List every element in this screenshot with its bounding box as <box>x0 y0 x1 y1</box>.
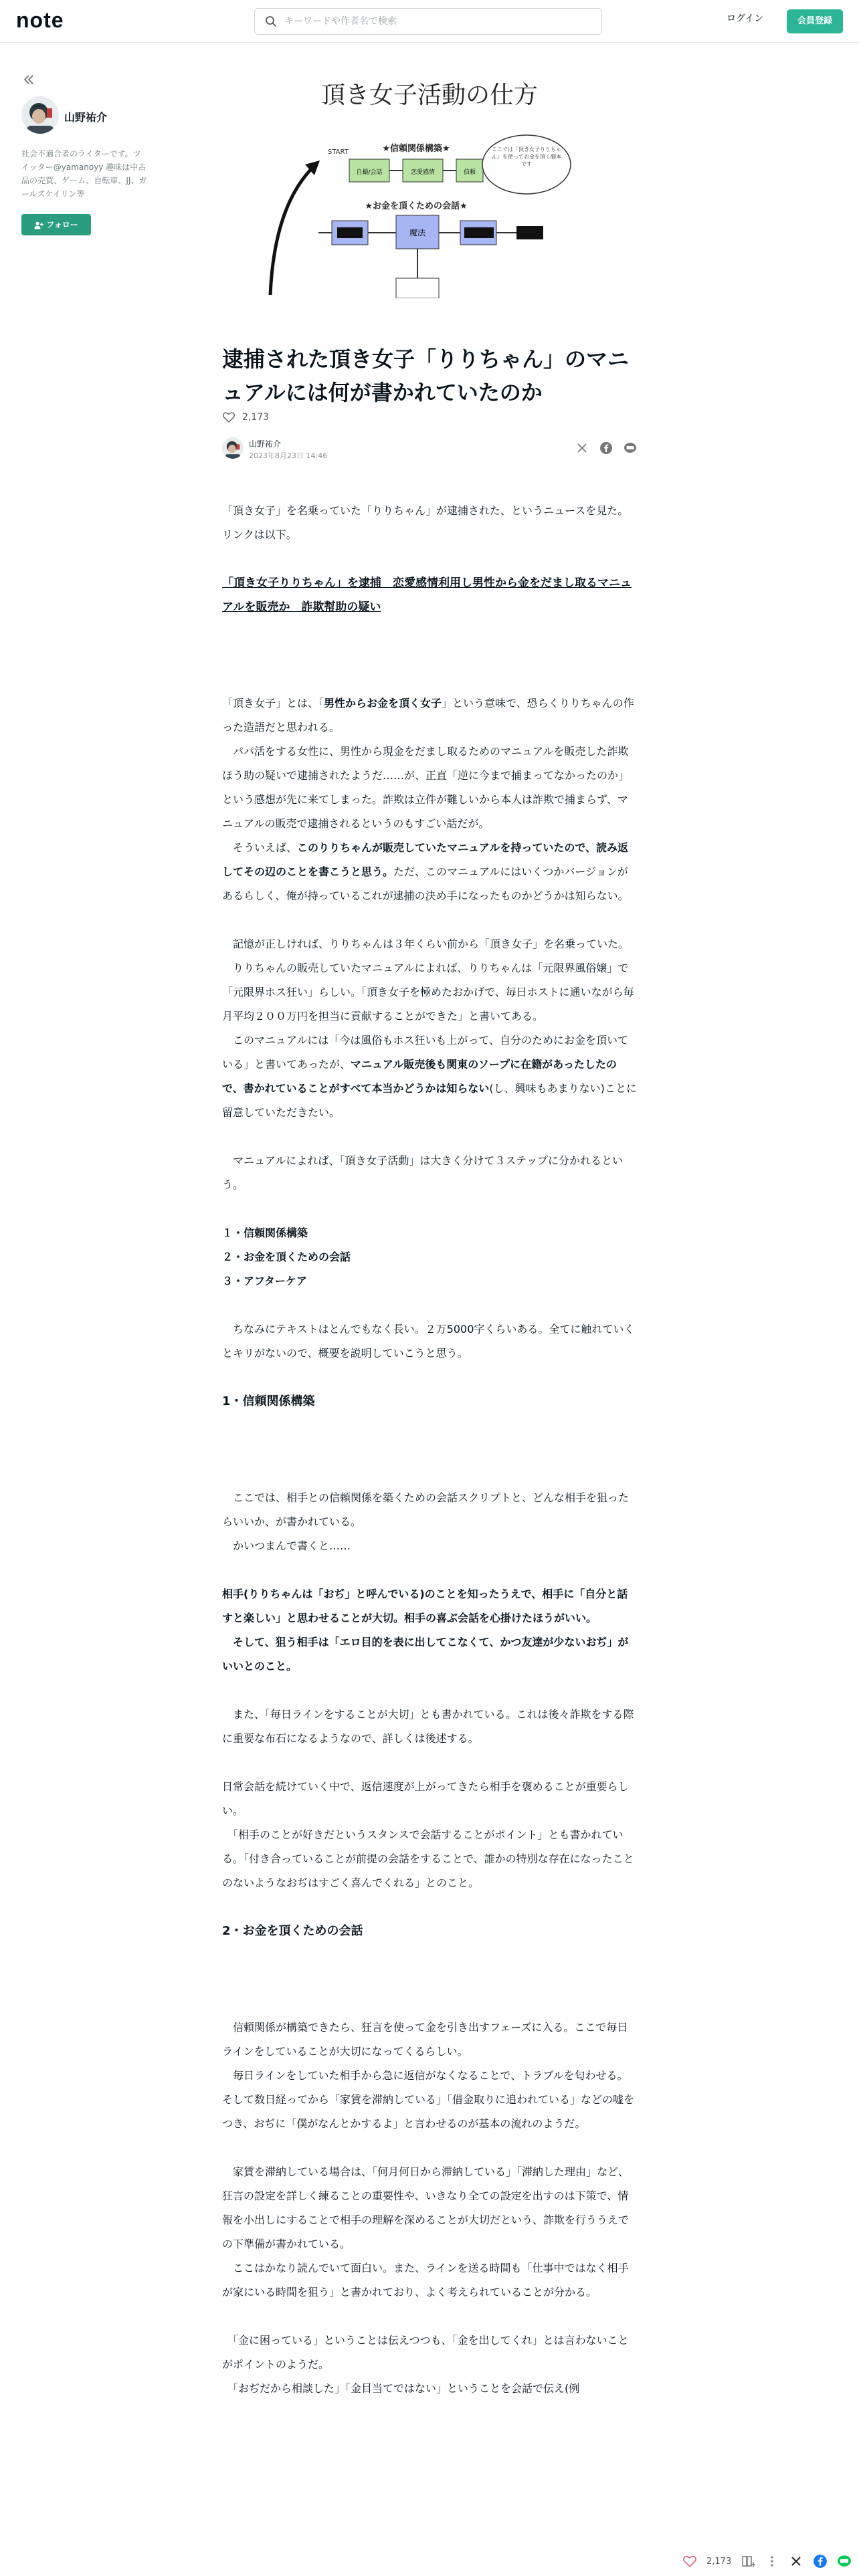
heart-icon[interactable] <box>682 2554 697 2569</box>
article-title: 逮捕された頂き女子「りりちゃん」のマニュアルには何が書かれていたのか <box>222 346 630 405</box>
article-body <box>222 499 637 2401</box>
search-input[interactable] <box>284 9 592 34</box>
author-row <box>222 436 637 463</box>
author-name[interactable]: 山野祐介 <box>249 439 282 449</box>
paragraph: マニュアルによれば、「頂き女子活動」は大きく分けて３ステップに分かれるという。 <box>222 1154 624 1191</box>
eyecatch-title: 頂き女子活動の仕方 <box>320 82 539 109</box>
floating-action-bar <box>682 2547 859 2576</box>
paragraph: ちなみにテキストはとんでもなく長い。２万5000字くらいある。全てに触れていくとキリがないので、概要を説明していこうと思う。 <box>222 1323 635 1360</box>
step-label: １・信頼関係構築 <box>222 1226 308 1239</box>
eyecatch-section1: ★信頼関係構築★ <box>382 144 450 154</box>
eyecatch-box-center: 魔法 <box>409 228 426 237</box>
paragraph: パパ活をする女性に、男性から現金をだまし取るためのマニュアルを販売した詐欺ほう助の疑いで逮捕されたようだ……が、正直「逆に今まで捕まってなかったのか」という感想が先に来てしまった。詐欺は立件が難しいから本人は詐欺で捕まらず、マニュアルの販売で逮捕されるというのもすごい話だが。 <box>222 745 630 830</box>
bold-text: 男性からお金を頂く女子 <box>324 697 442 710</box>
text: このマニュアルには「今は風俗もホス狂いも上がって、自分のためにお金を頂いている」と書いてあったが、 <box>222 1034 629 1071</box>
bold-text: そして、狙う相手は「エロ目的を表に出してこなくて、かつ友達が少ないおぢ」がいいとのこと。 <box>222 1636 629 1673</box>
line-share-icon[interactable] <box>624 441 637 455</box>
paragraph: ここはかなり読んでいて面白い。また、ラインを送る時間も「仕事中ではなく相手が家にいる時間を狙う」と書かれており、よく考えられていることが分かる。 <box>222 2262 629 2298</box>
paragraph: また、「毎日ラインをすることが大切」とも書かれている。これは後々詐欺をする際に重要な布石になるようなので、詳しくは後述する。 <box>222 1708 634 1745</box>
bold-text: このりりちゃんが販売していたマニュアルを持っていたので、読み返してその辺のことを書こうと思う。 <box>222 841 629 878</box>
user-plus-icon <box>34 221 43 229</box>
paragraph: 「おぢだから相談した」「金目当てではない」ということを会話で伝え(例 <box>222 2382 580 2395</box>
paragraph: 「頂き女子」を名乗っていた「りりちゃん」が逮捕された、というニュースを見た。リンクは以下。 <box>222 504 629 541</box>
paragraph: 信頼関係が構築できたら、狂言を使って金を引き出すフェーズに入る。ここで毎日ラインをしていることが大切になってくるらしい。 <box>222 2021 628 2058</box>
text: (し、興味もあまりない)ことに留意していただきたい。 <box>222 1082 637 1119</box>
eyecatch-section2: ★お金を頂くための会話★ <box>365 201 468 211</box>
eyecatch-box2: 恋愛感情 <box>410 169 436 176</box>
bold-text: マニュアル販売後も関東のソープに在籍があったしたので、書かれていることがすべて本当かどうかは知らない <box>222 1058 617 1095</box>
like-button[interactable] <box>222 409 269 425</box>
line-share-icon[interactable] <box>837 2554 852 2569</box>
text: ただ、このマニュアルにはいくつかバージョンがあるらしく、俺が持っているこれが逮捕の決め手になったものかどうかは知らない。 <box>222 865 629 902</box>
paragraph: りりちゃんの販売していたマニュアルによれば、りりちゃんは「元限界風俗嬢」で「元限界ホス狂い」らしい。「頂き女子を極めたおかげで、毎日ホストに通いながら毎月平均２００万円を担当に貢献することができた」と書いてある。 <box>222 962 634 1023</box>
magazine-add-icon[interactable] <box>741 2554 755 2569</box>
paragraph: 「金に困っている」ということは伝えつつも、「金を出してくれ」とは言わないことがポイントのようだ。 <box>222 2334 629 2371</box>
step-item <box>222 1269 637 1293</box>
login-link[interactable]: ログイン <box>727 13 764 24</box>
paragraph <box>222 836 637 908</box>
avatar[interactable] <box>21 96 59 134</box>
paragraph: 家賃を滞納している場合は、「何月何日から滞納している」「滞納した理由」など、狂言の設定を詳しく練ることの重要性や、いきなり全ての設定を出すのは下策で、情報を小出しにすることで相手の理解を深めることが大切だという、詐欺を行ううえでの下準備が書かれている。 <box>222 2165 630 2250</box>
eyecatch-start: START <box>328 148 349 156</box>
follow-label: フォロー <box>46 220 78 229</box>
author-bio: 社会不適合者のライターです。ツイッター@yamanoyy 趣味は中古品の売買、ゲーム、自転車、JJ、ガールズケイリン等 <box>21 149 147 199</box>
eyecatch-box3: 信頼 <box>463 169 476 176</box>
signup-button[interactable]: 会員登録 <box>787 9 843 33</box>
paragraph: ここでは、相手との信頼関係を築くための会話スクリプトと、どんな相手を狙ったらいいか、が書かれている。 <box>222 1491 630 1528</box>
paragraph: 毎日ラインをしていた相手から急に返信がなくなることで、トラブルを匂わせる。そして数日経ってから「家賃を滞納している」「借金取りに追われている」などの嘘をつき、おぢに「僕がなんとかするよ」と言わせるのが基本の流れのようだ。 <box>222 2069 635 2130</box>
facebook-share-icon[interactable] <box>813 2554 828 2569</box>
paragraph: かいつまんで書くと…… <box>222 1539 351 1552</box>
footer-like-count: 2,173 <box>706 2556 732 2567</box>
paragraph <box>222 1582 637 1630</box>
eyecatch-image[interactable] <box>262 64 597 298</box>
step-item <box>222 1221 637 1245</box>
paragraph <box>222 1029 637 1125</box>
bold-text: 相手(りりちゃんは「おぢ」と呼んでいる)のことを知ったうえで、相手に「自分と話すと楽しい」と思わせることが大切。相手の喜ぶ会話を心掛けたほうがいい。 <box>222 1588 628 1624</box>
step-label: ３・アフターケア <box>222 1275 307 1287</box>
step-label: ２・お金を頂くための会話 <box>222 1251 351 1263</box>
publish-date: 2023年8月23日 14:46 <box>249 451 328 460</box>
follow-button[interactable] <box>21 214 91 235</box>
text: 「頂き女子」とは、「 <box>222 697 324 710</box>
paragraph <box>222 1630 637 1679</box>
eyecatch-bubble: ここでは「頂き女子りりちゃん」を使ってお金を頂く脚本です <box>492 146 561 167</box>
paragraph: 記憶が正しければ、りりちゃんは３年くらい前から「頂き女子」を名乗っていた。 <box>222 938 630 950</box>
section-heading: 1・信頼関係構築 <box>222 1394 315 1408</box>
avatar-image <box>21 96 59 134</box>
search-icon <box>264 15 278 28</box>
x-share-icon[interactable] <box>789 2554 803 2569</box>
text: そういえば、 <box>222 841 298 854</box>
text: 」という意味で、恐らくりりちゃんの作った造語だと思われる。 <box>222 697 634 734</box>
collapse-sidebar-icon[interactable] <box>21 72 36 87</box>
top-header <box>0 0 859 43</box>
note-logo[interactable]: note <box>16 8 64 32</box>
paragraph: 日常会話を続けていく中で、返信速度が上がってきたら相手を褒めることが重要らしい。 <box>222 1780 629 1817</box>
like-count: 2,173 <box>242 412 270 423</box>
search-box[interactable] <box>254 8 602 35</box>
author-avatar[interactable] <box>222 437 244 459</box>
share-icons <box>575 441 637 455</box>
facebook-share-icon[interactable] <box>599 441 613 455</box>
news-link[interactable]: 「頂き女子りりちゃん」を逮捕 恋愛感情利用し男性から金をだまし取るマニュアルを販売か 詐欺幇助の疑い <box>222 576 632 614</box>
paragraph: 「相手のことが好きだというスタンスで会話することがポイント」とも書かれている。「付き合っていることが前提の会話をすることで、誰かの特別な存在になったことのないようなおぢはすごく喜んでくれる」とのこと。 <box>222 1828 634 1889</box>
sidebar-author-name[interactable]: 山野祐介 <box>64 111 108 124</box>
more-options-icon[interactable] <box>765 2554 779 2569</box>
paragraph <box>222 691 637 740</box>
step-item <box>222 1245 637 1269</box>
section-heading: 2・お金を頂くための会話 <box>222 1924 363 1938</box>
eyecatch-box1: 自撮/会話 <box>356 169 383 176</box>
x-share-icon[interactable] <box>575 441 589 455</box>
heart-icon <box>222 411 235 424</box>
author-avatar-image <box>222 437 244 459</box>
